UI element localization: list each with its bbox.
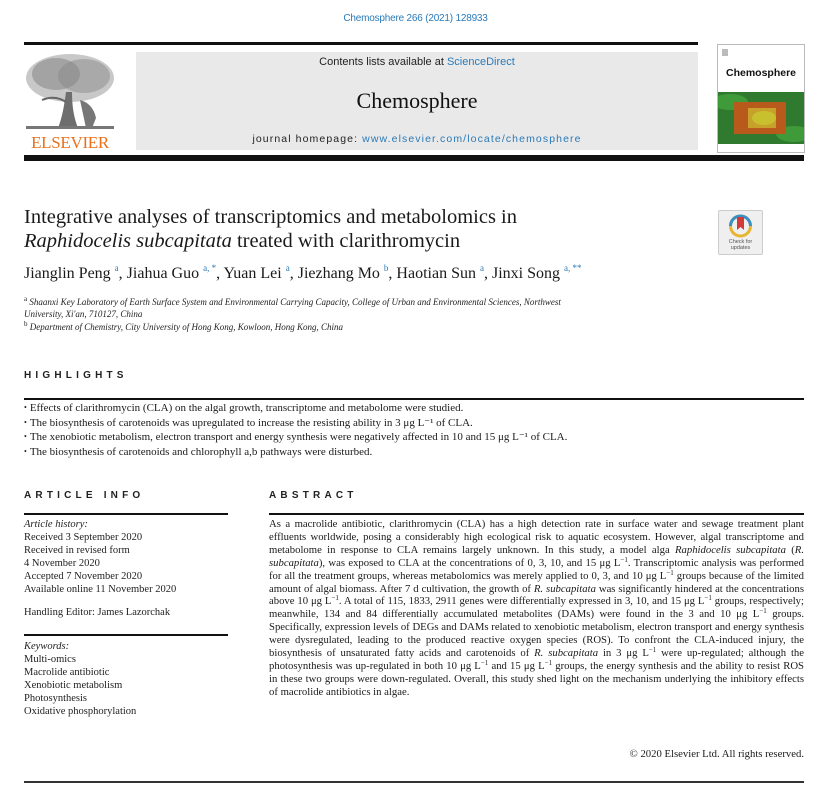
title-species: Raphidocelis subcapitata xyxy=(24,230,232,252)
contents-availability xyxy=(136,56,698,68)
footer-rule xyxy=(24,781,804,783)
cover-leaf-image xyxy=(718,92,804,144)
author[interactable]: Jiezhang Mo $^b$ xyxy=(297,263,389,282)
author[interactable]: Jianglin Peng $^a$ xyxy=(24,263,119,282)
history-accepted: Accepted 7 November 2020 xyxy=(24,571,143,582)
highlights-heading: HIGHLIGHTS xyxy=(24,370,128,381)
crossmark-icon xyxy=(719,211,762,241)
abstract-text: As a macrolide antibiotic, clarithromycin (CLA) has a high detection rate in surface water and sewage treatment plant effluents worldwide, posing a considerably high ecological risk to aquatic ecosystem. However, algal transcriptome and metabolome in response to CLA remains largely unknown. In this study, a model alga Raphidocelis subcapitata (R. subcapitata), was exposed to CLA at the concentrations of 0, 3, 10, and 15 μg $L^{-1}$. Transcriptomic analysis was performed for all the treatment groups, whereas metabolomics was merely applied to 0, 3, and 10 μg $L^{-1}$ groups because of the limited amount of algal biomass. After 7 d cultivation, the growth of R. subcapitata was significantly hindered at the concentrations above 10 μg $L^{-1}$. A total of 115, 1833, 2911 genes were differentially expressed in 3, 10, and 15 μg $L^{-1}$ groups, respectively; meanwhile, 134 and 84 differentially accumulated metabolites (DAMs) were found in the 3 and 10 μg $L^{-1}$ groups. Specifically, expression levels of DEGs and DAMs related to xenobiotic metabolism, electron transport and energy synthesis were dysregulated, leading to the produced reactive oxygen species (ROS). To confront the CLA-induced injury, the biosynthesis of unsaturated fatty acids and carotenoids of R. subcapitata in 3 μg $L^{-1}$ were up-regulated; although the photosynthesis was up-regulated in both 10 μg $L^{-1}$ and 15 μg $L^{-1}$ groups, the energy synthesis and the ability to resist ROS in these two groups were down-regulated. Overall, this study shed light on the mechanism underlying the inhibitory effects of macrolide antibiotics in algae. xyxy=(269,518,805,698)
journal-banner xyxy=(136,52,698,150)
history-online: Available online 11 November 2020 xyxy=(24,584,177,595)
cover-title: Chemosphere xyxy=(725,67,797,79)
article-info-heading: ARTICLE INFO xyxy=(24,490,145,501)
title-line-1: Integrative analyses of transcriptomics and metabolomics in xyxy=(24,206,517,228)
journal-title: Chemosphere xyxy=(356,88,478,113)
article-title xyxy=(24,205,664,253)
journal-homepage xyxy=(136,133,698,145)
tree-icon xyxy=(22,52,118,132)
author[interactable]: Jiahua Guo $^{a, *}$ xyxy=(126,263,217,282)
author-list: Jianglin Peng $^a$, Jiahua Guo $^{a, *}$, Yuan Lei $^a$, Jiezhang Mo $^b$, Haotian Sun $^a$, Jinxi Song $^{a, **}$ xyxy=(24,263,582,282)
affiliation-a: $^a$ Shaanxi Key Laboratory of Earth Surface System and Environmental Carrying Capacity, College of Urban and Environmental Sciences, Northwest University, Xi'an, 710127, China xyxy=(24,295,561,319)
contents-prefix: Contents lists available at xyxy=(319,56,447,68)
sciencedirect-link[interactable]: ScienceDirect xyxy=(446,56,515,68)
author[interactable]: Haotian Sun $^a$ xyxy=(396,263,484,282)
homepage-prefix: journal homepage: xyxy=(252,133,363,145)
keyword: Macrolide antibiotic xyxy=(24,667,110,678)
affiliation-b: $^b$ Department of Chemistry, City University of Hong Kong, Kowloon, Hong Kong, China xyxy=(24,320,343,332)
title-line-2 xyxy=(24,229,664,253)
journal-cover[interactable] xyxy=(717,44,805,153)
keyword: Photosynthesis xyxy=(24,693,88,704)
highlight-item: • The biosynthesis of carotenoids was upregulated to increase the resisting ability in 3 μg L⁻¹ of CLA. xyxy=(24,416,804,431)
check-for-updates-button[interactable] xyxy=(718,210,763,255)
header-bottom-rule xyxy=(24,155,804,161)
history-label: Article history: xyxy=(24,519,88,530)
keywords-label: Keywords: xyxy=(24,641,70,652)
article-info-rule xyxy=(24,513,228,515)
author[interactable]: Yuan Lei $^a$ xyxy=(223,263,290,282)
homepage-link[interactable]: www.elsevier.com/locate/chemosphere xyxy=(362,133,582,145)
keyword: Xenobiotic metabolism xyxy=(24,680,123,691)
history-revised: Received in revised form xyxy=(24,545,130,556)
keywords-rule xyxy=(24,634,228,636)
highlight-item: • The xenobiotic metabolism, electron transport and energy synthesis were negatively affected in 10 and 15 μg L⁻¹ of CLA. xyxy=(24,430,804,445)
history-received: Received 3 September 2020 xyxy=(24,532,143,543)
abstract-rule xyxy=(269,513,804,515)
history-revised-date: 4 November 2020 xyxy=(24,558,100,569)
highlights-list xyxy=(24,401,804,459)
keyword: Oxidative phosphorylation xyxy=(24,706,137,717)
highlights-rule xyxy=(24,398,804,400)
abstract-heading: ABSTRACT xyxy=(269,490,358,501)
copyright-notice: © 2020 Elsevier Ltd. All rights reserved. xyxy=(629,748,804,760)
elsevier-wordmark: ELSEVIER xyxy=(31,133,109,152)
journal-reference[interactable]: Chemosphere 266 (2021) 128933 xyxy=(343,13,488,24)
title-rest: treated with clarithromycin xyxy=(231,230,461,252)
author[interactable]: Jinxi Song $^{a, **}$ xyxy=(491,263,582,282)
crossmark-label: Check for updates xyxy=(728,239,753,251)
handling-editor: Handling Editor: James Lazorchak xyxy=(24,607,171,618)
header-top-rule xyxy=(24,42,698,45)
cover-logo-icon xyxy=(722,49,728,56)
highlight-item: • The biosynthesis of carotenoids and chlorophyll a,b pathways were disturbed. xyxy=(24,445,804,460)
highlight-item: • Effects of clarithromycin (CLA) on the algal growth, transcriptome and metabolome were studied. xyxy=(24,401,804,416)
keyword: Multi-omics xyxy=(24,654,76,665)
